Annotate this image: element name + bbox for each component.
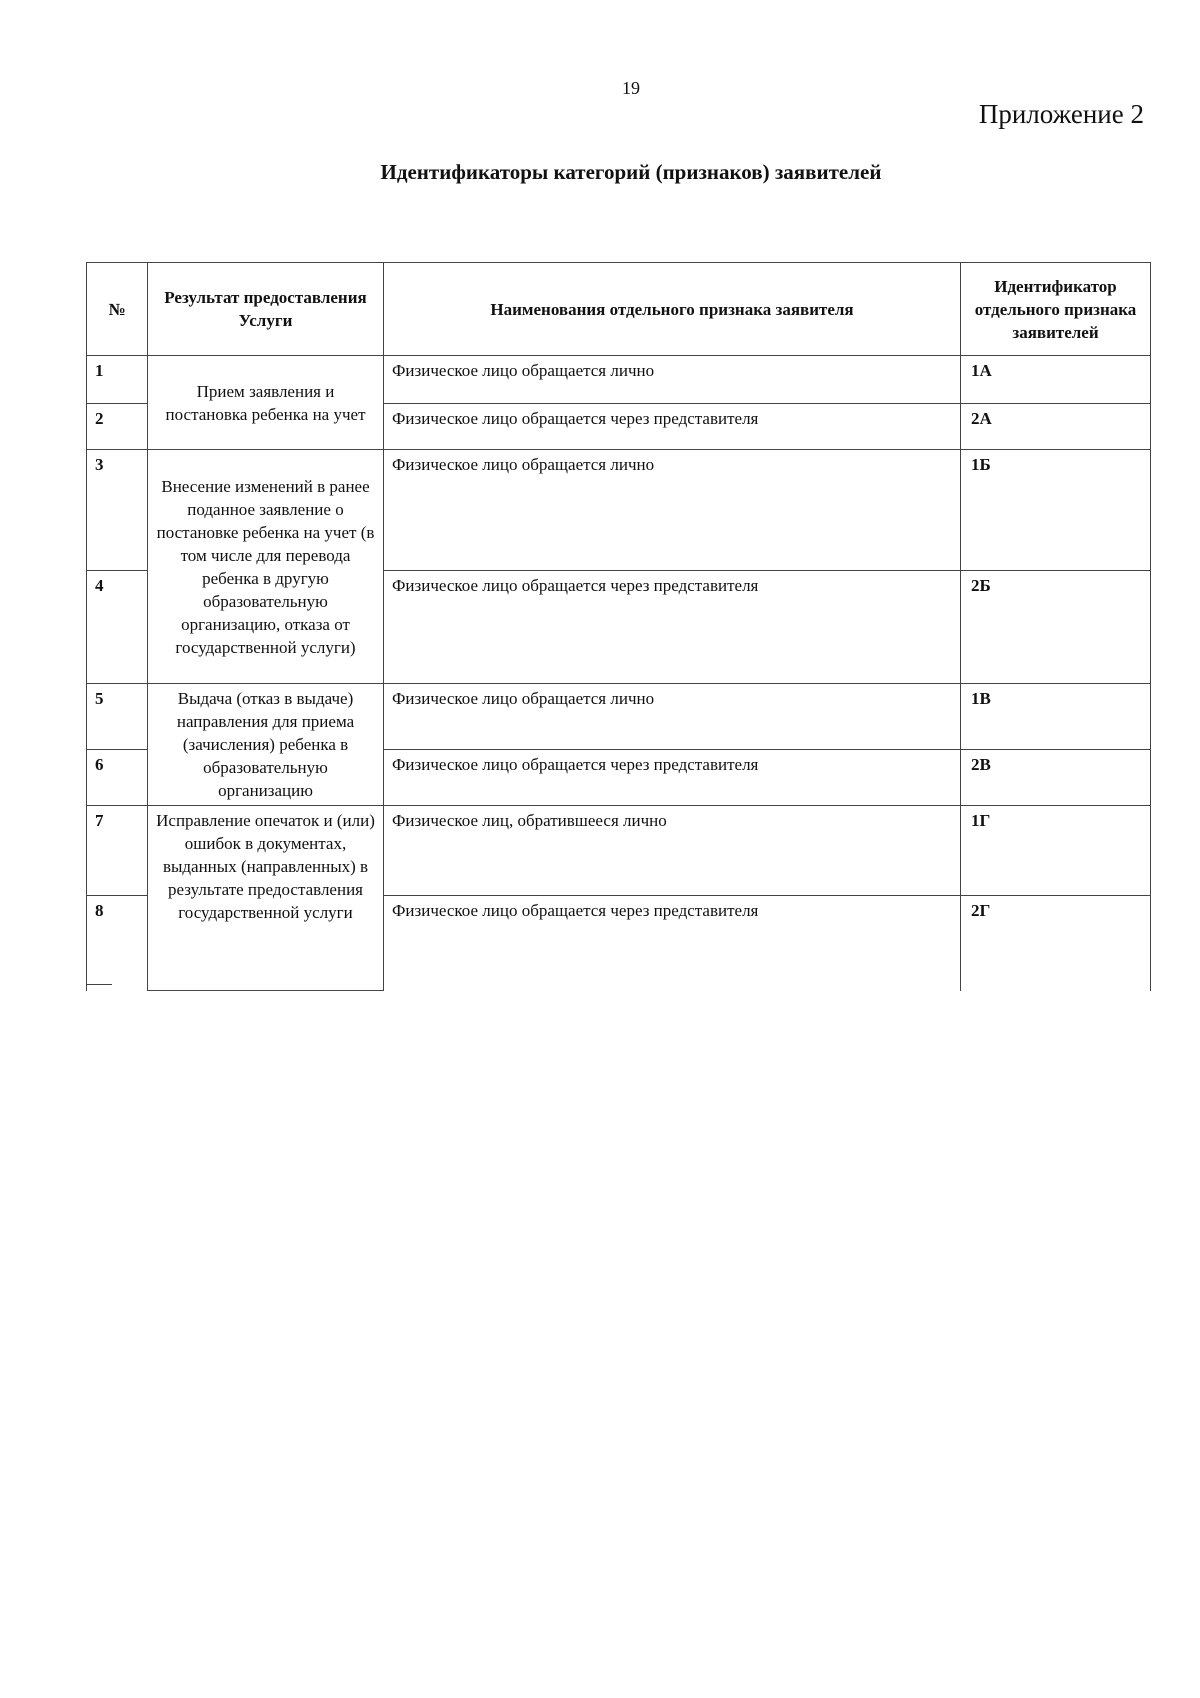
applicant-feature: Физическое лицо обращается через представителя (384, 571, 961, 684)
applicant-feature: Физическое лиц, обратившееся лично (384, 806, 961, 896)
applicant-feature: Физическое лицо обращается лично (384, 450, 961, 571)
feature-identifier: 2Г (961, 896, 1151, 991)
header-feature: Наименования отдельного признака заявителя (384, 263, 961, 356)
applicant-feature: Физическое лицо обращается лично (384, 356, 961, 404)
service-result: Исправление опечаток и (или) ошибок в документах, выданных (направленных) в результате предоставления государственной услуги (148, 806, 384, 991)
applicant-feature: Физическое лицо обращается через представителя (384, 750, 961, 806)
row-num: 3 (87, 450, 148, 571)
table-row (87, 450, 1151, 571)
feature-identifier: 1В (961, 684, 1151, 750)
feature-identifier: 1Г (961, 806, 1151, 896)
header-num: № (87, 263, 148, 356)
row-num: 7 (87, 806, 148, 896)
feature-identifier: 2А (961, 404, 1151, 450)
feature-identifier: 1Б (961, 450, 1151, 571)
feature-identifier: 2В (961, 750, 1151, 806)
row-num: 8 (87, 896, 148, 991)
table-row (87, 684, 1151, 750)
document-title: Идентификаторы категорий (признаков) заявителей (380, 160, 882, 184)
service-result: Выдача (отказ в выдаче) направления для приема (зачисления) ребенка в образовательную организацию (148, 684, 384, 806)
header-result: Результат предоставления Услуги (148, 263, 384, 356)
table-row (87, 806, 1151, 896)
feature-identifier: 2Б (961, 571, 1151, 684)
appendix-label: Приложение 2 (978, 99, 1144, 129)
applicant-feature: Физическое лицо обращается через представителя (384, 896, 961, 991)
table-row (87, 356, 1151, 404)
row-num: 2 (87, 404, 148, 450)
applicant-feature: Физическое лицо обращается лично (384, 684, 961, 750)
table-bottom-stub (86, 984, 112, 985)
applicant-feature: Физическое лицо обращается через представителя (384, 404, 961, 450)
row-num: 6 (87, 750, 148, 806)
page-number: 19 (622, 78, 640, 98)
identifiers-table (86, 262, 1151, 991)
service-result: Внесение изменений в ранее поданное заявление о постановке ребенка на учет (в том числе для перевода ребенка в другую образовательную организацию, отказа от государственной услуги) (148, 450, 384, 684)
row-num: 5 (87, 684, 148, 750)
header-identifier: Идентификатор отдельного признака заявителей (961, 263, 1151, 356)
row-num: 1 (87, 356, 148, 404)
row-num: 4 (87, 571, 148, 684)
feature-identifier: 1А (961, 356, 1151, 404)
service-result: Прием заявления и постановка ребенка на учет (148, 356, 384, 450)
